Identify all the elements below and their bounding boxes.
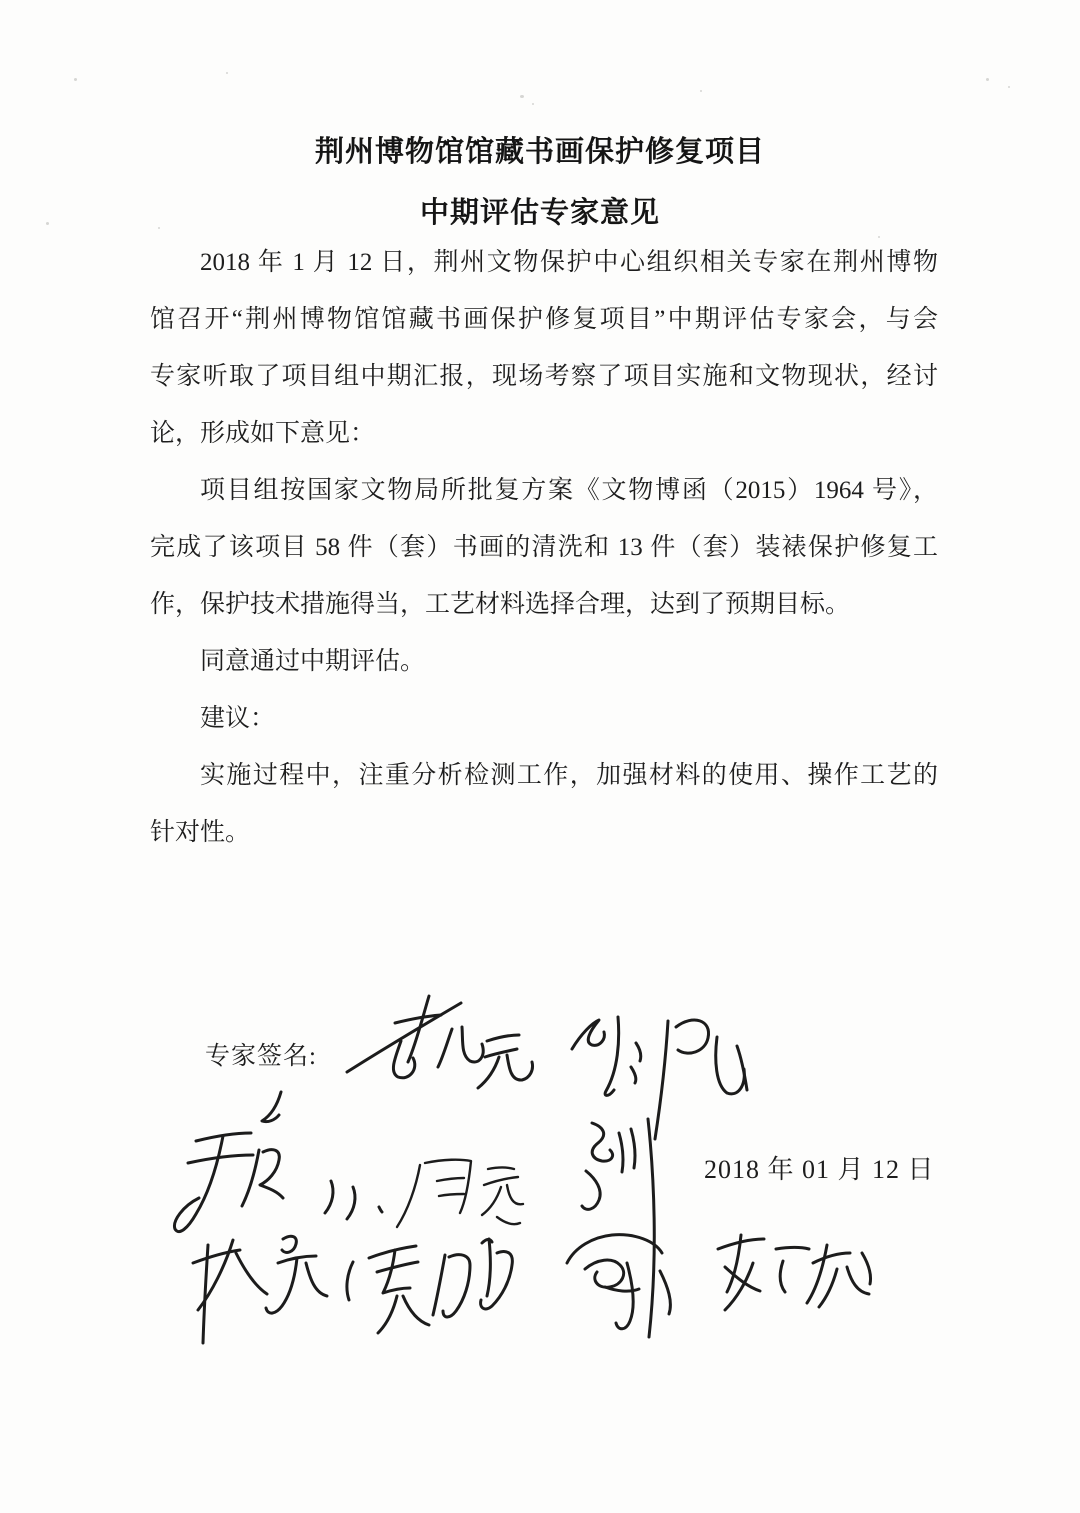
- body-line: 实施过程中，注重分析检测工作，加强材料的使用、操作工艺的: [200, 762, 938, 789]
- signature-2: [572, 1017, 747, 1139]
- document-title: 荆州博物馆馆藏书画保护修复项目: [314, 136, 765, 168]
- body-line: 建议：: [200, 705, 276, 732]
- body-line: 完成了该项目 58 件（套）书画的清洗和 13 件（套）装裱保护修复工: [150, 534, 938, 561]
- document-body: [150, 234, 938, 861]
- signature-date: 2018 年 01 月 12 日: [704, 1155, 935, 1184]
- signature-5: [582, 1119, 654, 1337]
- body-line: 馆召开“荆州博物馆馆藏书画保护修复项目”中期评估专家会，与会: [150, 306, 938, 333]
- expert-signature-label: 专家签名:: [205, 1043, 317, 1070]
- signature-7: [347, 1239, 512, 1333]
- body-line: 论，形成如下意见：: [150, 420, 376, 447]
- body-line: 项目组按国家文物局所批复方案《文物博函（2015）1964 号》，: [200, 477, 938, 504]
- body-line: 同意通过中期评估。: [200, 648, 426, 675]
- signature-6: [193, 1236, 327, 1343]
- signature-3: [175, 1092, 382, 1232]
- signature-4: [397, 1160, 523, 1227]
- body-line: 针对性。: [150, 819, 251, 846]
- body-line: 作，保护技术措施得当，工艺材料选择合理，达到了预期目标。: [150, 591, 851, 618]
- document-subtitle: 中期评估专家意见: [419, 197, 660, 229]
- signature-8: [567, 1235, 670, 1329]
- body-line: 2018 年 1 月 12 日，荆州文物保护中心组织相关专家在荆州博物: [200, 249, 938, 276]
- signature-9: [718, 1235, 871, 1310]
- body-line: 专家听取了项目组中期汇报，现场考察了项目实施和文物现状，经讨: [150, 363, 938, 390]
- signature-1: [347, 996, 533, 1088]
